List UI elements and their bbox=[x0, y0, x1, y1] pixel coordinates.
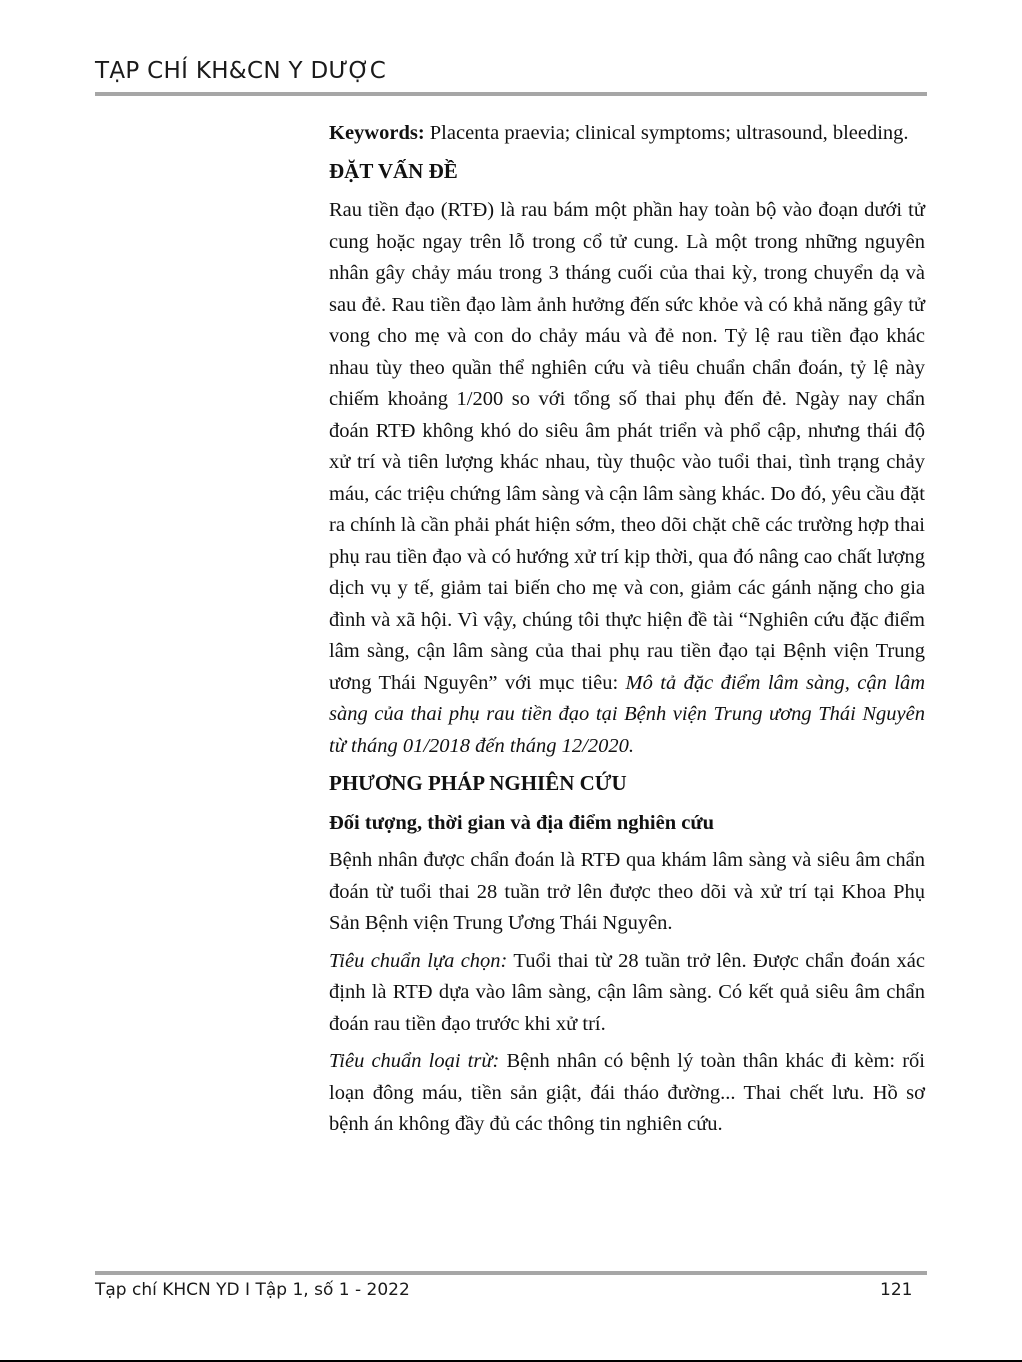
page-number: 121 bbox=[880, 1280, 913, 1300]
article-body bbox=[329, 118, 925, 1147]
exclusion-paragraph bbox=[329, 1046, 925, 1141]
keywords-paragraph bbox=[329, 118, 925, 150]
intro-heading: ĐẶT VẤN ĐỀ bbox=[329, 158, 458, 183]
exclusion-label: Tiêu chuẩn loại trừ: bbox=[329, 1050, 500, 1072]
subject-paragraph: Bệnh nhân được chẩn đoán là RTĐ qua khám lâm sàng và siêu âm chẩn đoán từ tuổi thai 28 tuần trở lên được theo dõi và xử trí tại Khoa Phụ Sản Bệnh viện Trung Ương Thái Nguyên. bbox=[329, 849, 925, 934]
inclusion-text: Tuổi thai từ 28 tuần trở lên. Được chẩn đoán xác định là RTĐ dựa vào lâm sàng, cận lâm sàng. Có kết quả siêu âm chẩn đoán rau tiền đạo trước khi xử trí. bbox=[329, 949, 925, 1035]
inclusion-label: Tiêu chuẩn lựa chọn: bbox=[329, 949, 508, 972]
exclusion-text: Bệnh nhân có bệnh lý toàn thân khác đi kèm: rối loạn đông máu, tiền sản giật, đái tháo đường... Thai chết lưu. Hồ sơ bệnh án không đầy đủ các thông tin nghiên cứu. bbox=[329, 1050, 925, 1135]
intro-paragraph bbox=[329, 195, 925, 762]
header-divider bbox=[95, 92, 927, 96]
inclusion-paragraph bbox=[329, 946, 925, 1041]
intro-objective: Mô tả đặc điểm lâm sàng, cận lâm sàng của thai phụ rau tiền đạo tại Bệnh viện Trung ương Thái Nguyên từ tháng 01/2018 đến tháng 12/2020. bbox=[329, 671, 925, 757]
footer-citation: Tạp chí KHCN YD I Tập 1, số 1 - 2022 bbox=[95, 1280, 410, 1300]
methods-heading: PHƯƠNG PHÁP NGHIÊN CỨU bbox=[329, 771, 627, 795]
methods-subheading: Đối tượng, thời gian và địa điểm nghiên cứu bbox=[329, 811, 715, 834]
keywords-text: Placenta praevia; clinical symptoms; ultrasound, bleeding. bbox=[429, 122, 909, 144]
journal-title: TẠP CHÍ KH&CN Y DƯỢC bbox=[95, 58, 387, 84]
intro-body: Rau tiền đạo (RTĐ) là rau bám một phần hay toàn bộ vào đoạn dưới tử cung hoặc ngay trên lỗ trong cổ tử cung. Là một trong những nguyên nhân gây chảy máu trong 3 tháng cuối của thai kỳ, trong chuyển dạ và sau đẻ. Rau tiền đạo làm ảnh hưởng đến sức khỏe và có khả năng gây tử vong cho mẹ và con do chảy máu và đẻ non. Tỷ lệ rau tiền đạo khác nhau tùy theo quần thể nghiên cứu và tiêu chuẩn chẩn đoán, tỷ lệ này chiếm khoảng 1/200 so với tổng số thai phụ đến đẻ. Ngày nay chẩn đoán RTĐ không khó do siêu âm phát triển và phổ cập, nhưng thái độ xử trí và tiên lượng khác nhau, tùy thuộc vào tuổi thai, tình trạng chảy máu, các triệu chứng lâm sàng và cận lâm sàng khác. Do đó, yêu cầu đặt ra chính là cần phải phát hiện sớm, theo dõi chặt chẽ các trường hợp thai phụ rau tiền đạo và có hướng xử trí kịp thời, qua đó nâng cao chất lượng dịch vụ y tế, giảm tai biến cho mẹ và con, giảm các gánh nặng cho gia đình và xã hội. Vì vậy, chúng tôi thực hiện đề tài “Nghiên cứu đặc điểm lâm sàng, cận lâm sàng của thai phụ rau tiền đạo tại Bệnh viện Trung ương Thái Nguyên” với mục tiêu: bbox=[329, 199, 925, 694]
keywords-label: Keywords: bbox=[329, 122, 425, 144]
footer-divider bbox=[95, 1271, 927, 1275]
